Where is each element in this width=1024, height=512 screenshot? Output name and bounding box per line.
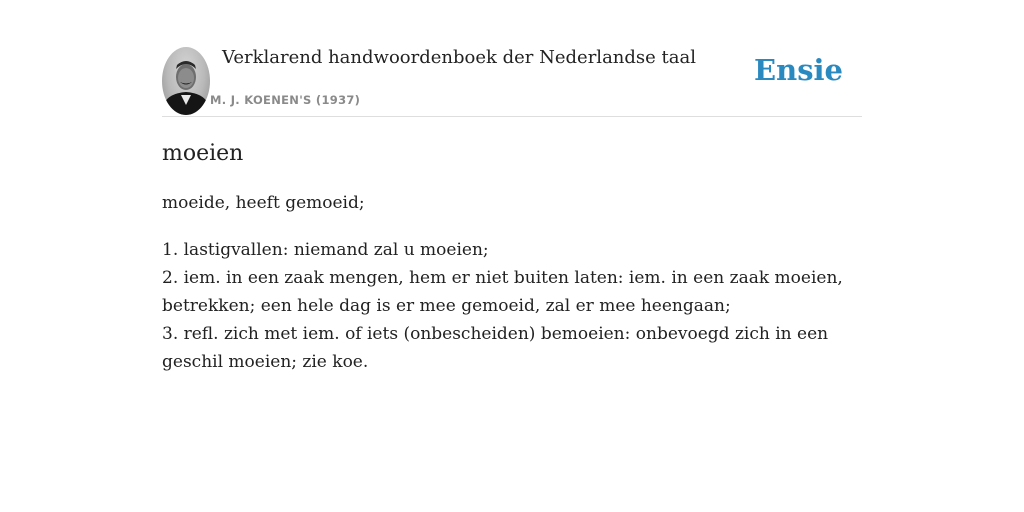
book-title: Verklarend handwoordenboek der Nederlandse taal xyxy=(222,47,696,68)
entry-senses xyxy=(162,236,862,376)
sense-item: 2. iem. in een zaak mengen, hem er niet buiten laten: iem. in een zaak moeien, betrekken; een hele dag is er mee gemoeid, zal er mee heengaan; xyxy=(162,268,843,316)
entry-headword: moeien xyxy=(162,141,244,166)
book-author: M. J. KOENEN'S (1937) xyxy=(210,93,361,107)
author-portrait-icon xyxy=(162,47,210,115)
ensie-logo-link[interactable]: Ensie xyxy=(754,53,843,87)
sense-item: 1. lastigvallen: niemand zal u moeien; xyxy=(162,240,489,260)
dictionary-entry xyxy=(162,138,862,376)
entry-forms: moeide, heeft gemoeid; xyxy=(162,193,365,213)
sense-item: 3. refl. zich met iem. of iets (onbescheiden) bemoeien: onbevoegd zich in een geschil moeien; zie koe. xyxy=(162,324,829,372)
page-header xyxy=(162,46,862,117)
